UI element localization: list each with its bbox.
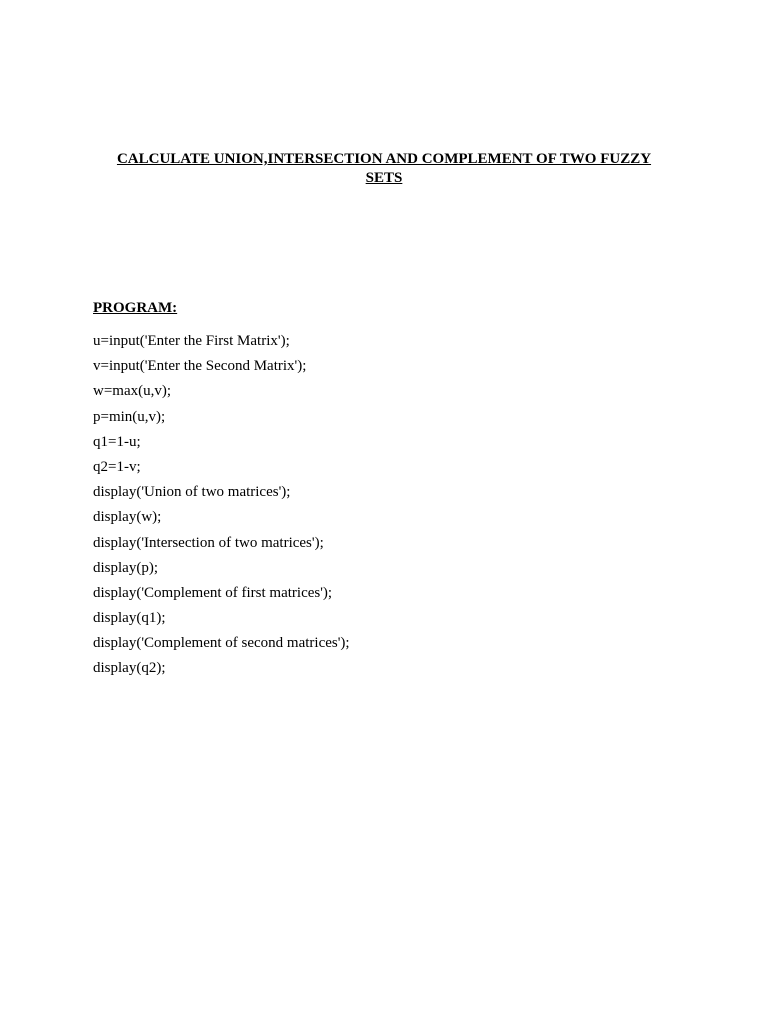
code-line: display(p); — [93, 559, 158, 576]
code-line: display('Complement of first matrices'); — [93, 584, 333, 601]
code-line: display(w); — [93, 509, 162, 526]
title-line-1: CALCULATE UNION,INTERSECTION AND COMPLEMENT OF TWO FUZZY — [116, 151, 652, 167]
code-line: display('Union of two matrices'); — [93, 484, 291, 501]
program-code — [93, 332, 350, 685]
code-line: q1=1-u; — [93, 433, 141, 450]
code-line: p=min(u,v); — [93, 408, 166, 425]
code-line: w=max(u,v); — [93, 383, 172, 400]
document-title — [100, 150, 668, 188]
code-line: u=input('Enter the First Matrix'); — [93, 333, 290, 349]
code-line: q2=1-v; — [93, 458, 141, 475]
code-line: display('Intersection of two matrices'); — [93, 534, 324, 551]
code-line: display(q1); — [93, 610, 166, 627]
code-line: display('Complement of second matrices'); — [93, 635, 350, 652]
code-line: v=input('Enter the Second Matrix'); — [93, 358, 307, 375]
program-heading: PROGRAM: — [93, 300, 178, 316]
code-line: display(q2); — [93, 660, 166, 677]
title-line-2: SETS — [365, 170, 403, 186]
